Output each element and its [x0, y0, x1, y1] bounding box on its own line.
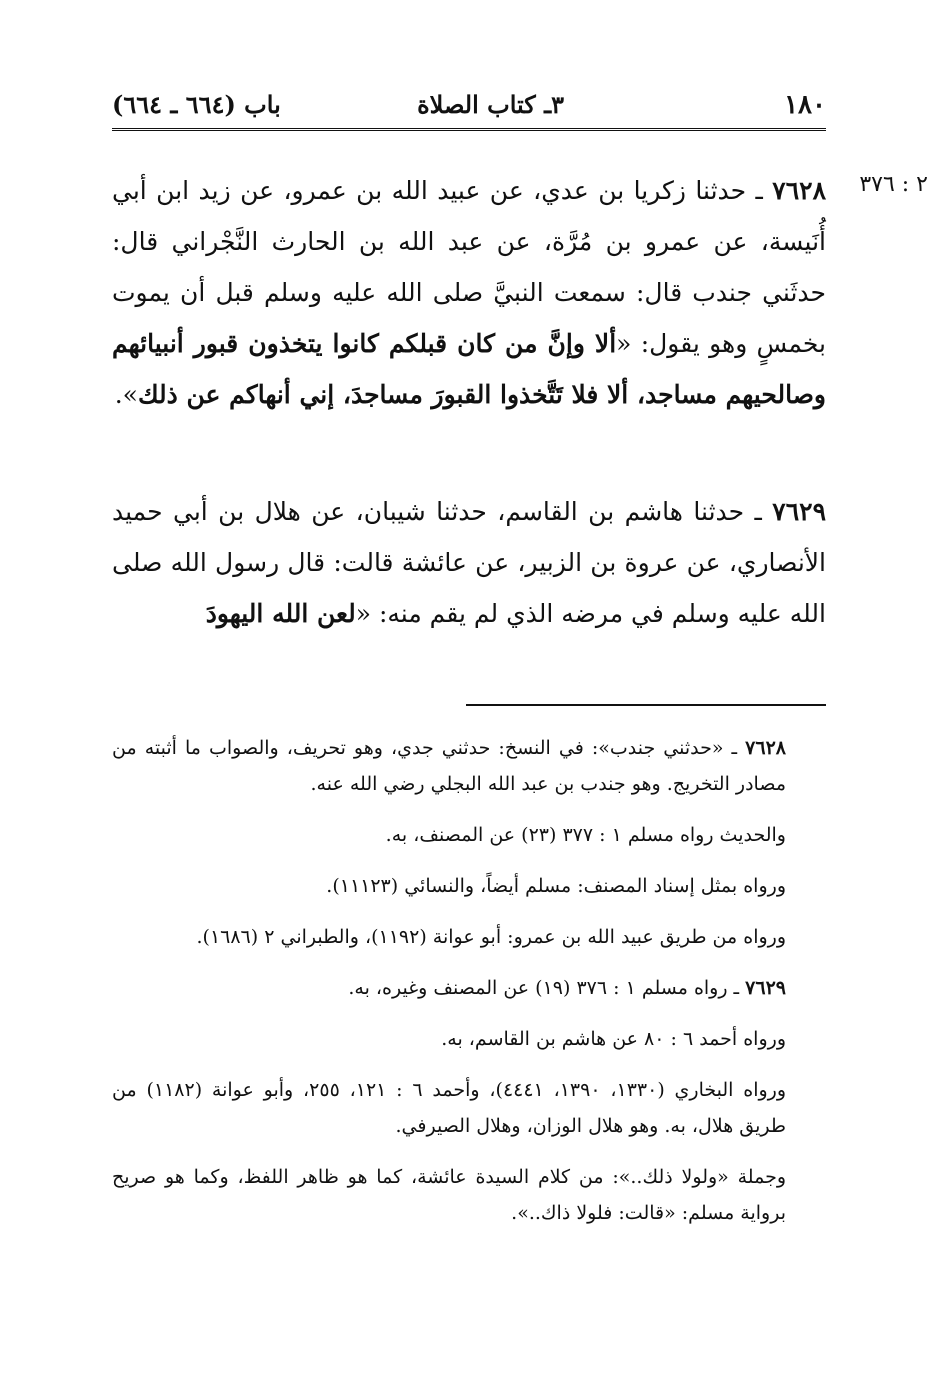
hadith-number: ٧٦٢٨	[772, 176, 826, 205]
footnote-number: ٧٦٢٨	[745, 737, 786, 759]
footnote-item	[112, 970, 826, 1006]
hadith-7628	[112, 165, 826, 420]
footnote-item	[112, 817, 826, 853]
footnotes	[112, 730, 826, 1246]
footnote-text: والحديث رواه مسلم ١ : ٣٧٧ (٢٣) عن المصنف، به.	[385, 824, 786, 846]
hadith-quote: ألا وإنَّ من كان قبلكم كانوا يتخذون قبور أنبيائهم وصالحيهم مساجد، ألا فلا تَتَّخذوا القبورَ مساجدَ، إني أنهاكم عن ذلك	[112, 329, 826, 409]
footnote-divider	[466, 704, 826, 706]
footnote-text: وجملة «ولولا ذلك..»: من كلام السيدة عائشة، كما هو ظاهر اللفظ، وكما هو صريح برواية مسلم: «قالت: فلولا ذاك..».	[112, 1166, 786, 1224]
hadith-text-end: ».	[114, 380, 138, 409]
footnote-text: ـ رواه مسلم ١ : ٣٧٦ (١٩) عن المصنف وغيره، به.	[348, 977, 746, 999]
footnote-text: ورواه بمثل إسناد المصنف: مسلم أيضاً، والنسائي (١١١٢٣).	[326, 875, 786, 897]
footnote-item	[112, 919, 826, 955]
footnote-text: ـ «حدثني جندب»: في النسخ: حدثني جدي، وهو تحريف، والصواب ما أثبته من مصادر التخريج. وهو جندب بن عبد الله البجلي رضي الله عنه.	[112, 737, 786, 795]
footnote-number: ٧٦٢٩	[745, 977, 786, 999]
footnote-item	[112, 868, 826, 904]
chapter-range: باب (٦٦٤ ـ ٦٦٤)	[112, 90, 281, 119]
hadith-text: ـ حدثنا زكريا بن عدي، عن عبيد الله بن عمرو، عن زيد ابن أبي أُنَيسة، عن عمرو بن مُرَّة، عن عبد الله بن الحارث النَّجْراني قال: حدثَني جندب قال: سمعت النبيَّ صلى الله عليه وسلم قبل أن يموت بخمسٍ وهو يقول: «	[112, 176, 826, 358]
footnote-text: ورواه من طريق عبيد الله بن عمرو: أبو عوانة (١١٩٢)، والطبراني ٢ (١٦٨٦).	[196, 926, 786, 948]
book-title: ٣ـ كتاب الصلاة	[417, 90, 564, 119]
hadith-text: ـ حدثنا هاشم بن القاسم، حدثنا شيبان، عن هلال بن أبي حميد الأنصاري، عن عروة بن الزبير، عن عائشة قالت: قال رسول الله صلى الله عليه وسلم في مرضه الذي لم يقم منه: «	[112, 497, 826, 628]
running-header	[112, 88, 826, 124]
footnote-text: ورواه البخاري (١٣٣٠، ١٣٩٠، ٤٤٤١)، وأحمد ٦ : ١٢١، ٢٥٥، وأبو عوانة (١١٨٢) من طريق هلال، به. وهو هلال الوزان، وهلال الصيرفي.	[112, 1079, 787, 1137]
footnote-item	[112, 730, 826, 802]
footnote-item	[112, 1021, 826, 1057]
page-number: ١٨٠	[784, 90, 826, 120]
footnote-text: ورواه أحمد ٦ : ٨٠ عن هاشم بن القاسم، به.	[441, 1028, 786, 1050]
margin-reference: ٢ : ٣٧٦	[859, 172, 928, 197]
hadith-number: ٧٦٢٩	[772, 497, 826, 526]
footnote-item	[112, 1072, 826, 1144]
hadith-quote: لعن الله اليهودَ	[205, 599, 356, 628]
footnote-item	[112, 1159, 826, 1231]
hadith-7629	[112, 486, 826, 639]
header-divider	[112, 128, 826, 131]
